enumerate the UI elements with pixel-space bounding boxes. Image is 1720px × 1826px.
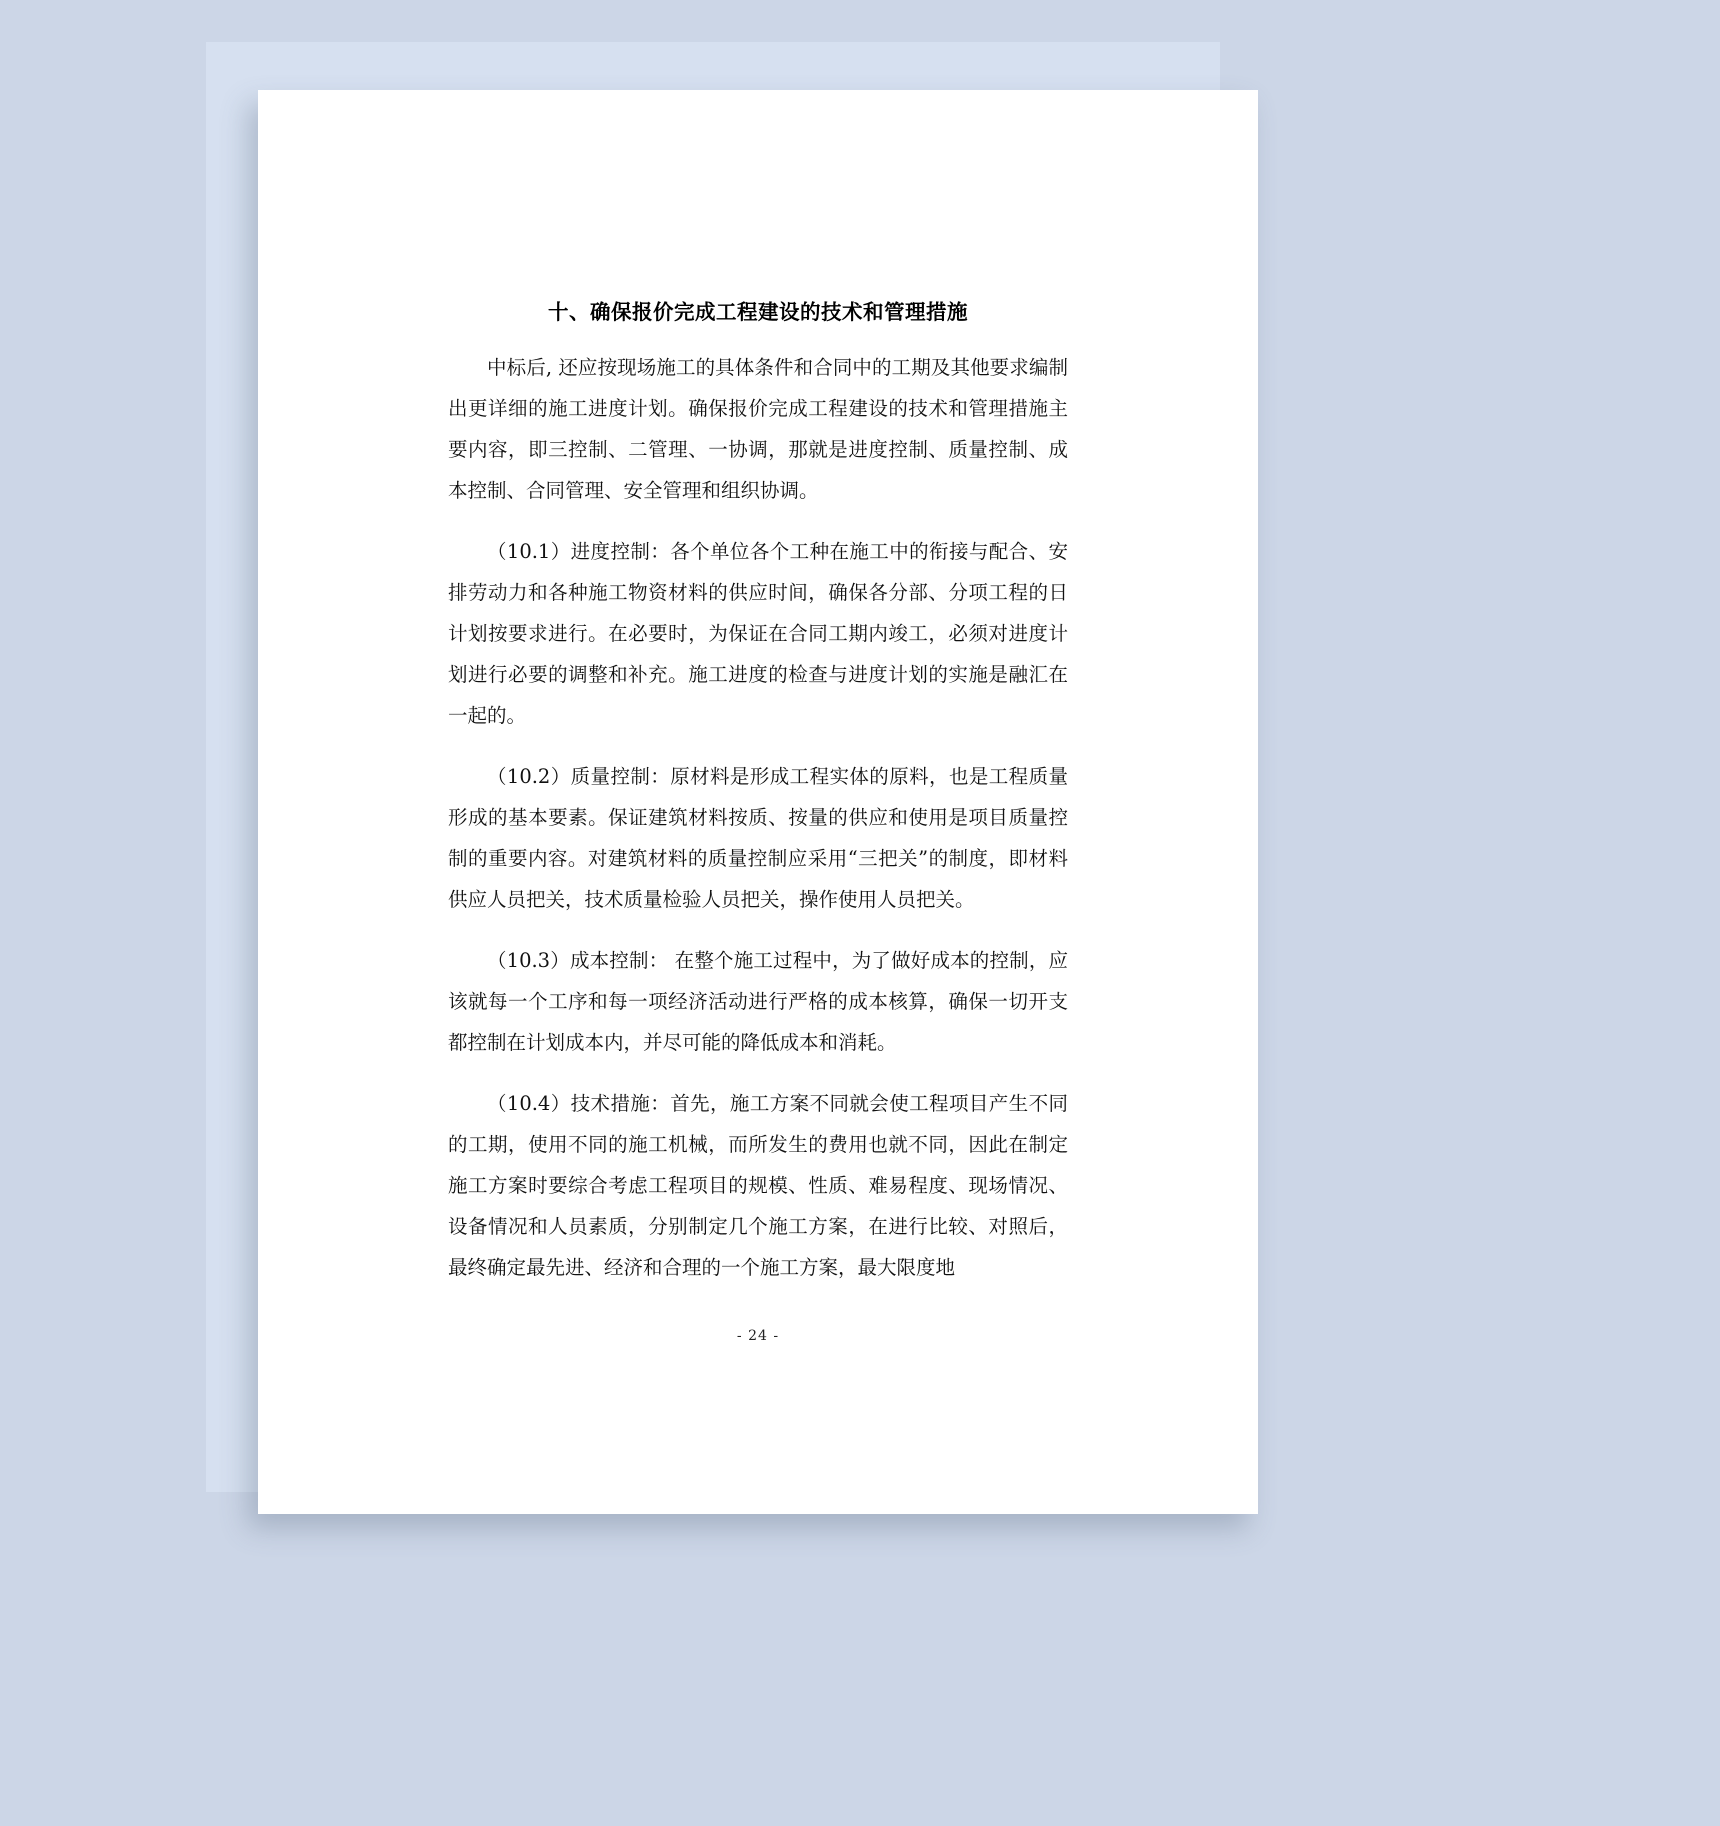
document-page-content [258, 90, 1258, 1514]
page-title: 十、确保报价完成工程建设的技术和管理措施 [548, 300, 968, 324]
paragraph-10-1: （10.1）进度控制：各个单位各个工种在施工中的衔接与配合、安排劳动力和各种施工物资材料的供应时间，确保各分部、分项工程的日计划按要求进行。在必要时，为保证在合同工期内竣工，必须对进度计 划进行必要的调整和补充。施工进度的检查与进度计划的实施是融汇在一起的。 [448, 540, 1068, 727]
page-number-footer: - 24 - [736, 1328, 780, 1344]
paragraph-intro: 中标后, 还应按现场施工的具体条件和合同中的工期及其他要求编制出更详细的施工进度计划。确保报价完成工程建设的技术和管理措施主要内容，即三控制、二管理、一协调，那就是进度控制、质量控制、成本控制、合同管理、安全管理和组织协调。 [448, 356, 1068, 502]
document-text-body [448, 295, 1068, 1288]
paragraph-10-4: （10.4）技术措施：首先，施工方案不同就会使工程项目产生不同的工期，使用不同的施工机械，而所发生的费用也就不同，因此在制定施工方案时要综合考虑工程项目的规模、性质、难易程度、现场情况、设备情况和人员素质，分别制定几个施工方案，在进行比较、对照后，最终确定最先进、经济和合理的一个施工方案，最大限度地 [448, 1092, 1068, 1279]
paragraph-10-3: （10.3）成本控制： 在整个施工过程中，为了做好成本的控制，应该就每一个工序和每一项经济活动进行严格的成本核算，确保一切开支都控制在计划成本内，并尽可能的降低成本和消耗。 [448, 949, 1068, 1054]
paragraph-10-2: （10.2）质量控制：原材料是形成工程实体的原料，也是工程质量形成的基本要素。保证建筑材料按质、按量的供应和使用是项目质量控制的重要内容。对建筑材料的质量控制应采用“三把关”的制度，即材料供应人员把关，技术质量检验人员把关，操作使用人员把关。 [448, 765, 1068, 911]
document-page [258, 90, 1258, 1514]
